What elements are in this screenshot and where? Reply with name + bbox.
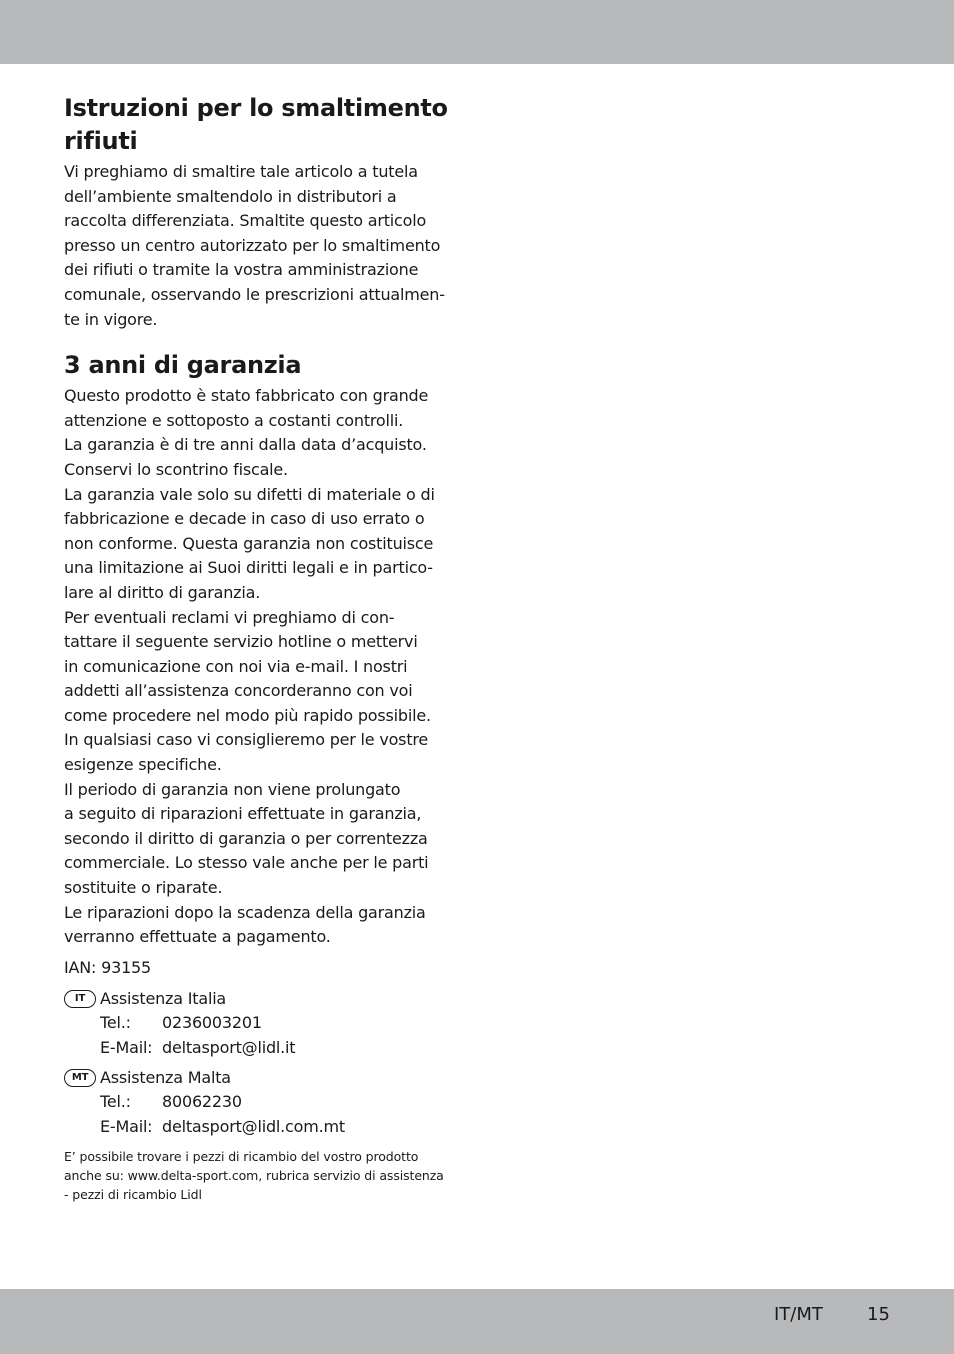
disposal-heading: Istruzioni per lo smaltimento rifiuti <box>64 94 448 155</box>
spare-parts-note: E’ possibile trovare i pezzi di ricambio del vostro prodotto anche su: www.delta-sport.com, rubrica servizio di assistenza - pezzi di ricambio Lidl <box>64 1149 444 1203</box>
page-number: 15 <box>867 1304 890 1325</box>
warranty-paragraph: La garanzia è di tre anni dalla data d’acquisto. Conservi lo scontrino fiscale. <box>64 435 427 479</box>
warranty-paragraph: Questo prodotto è stato fabbricato con grande attenzione e sottoposto a costanti controlli. <box>64 386 429 430</box>
tel-number: 80062230 <box>162 1092 242 1112</box>
email-address: deltasport@lidl.com.mt <box>162 1116 345 1136</box>
contact-name: Assistenza Italia <box>100 988 227 1008</box>
warranty-paragraph: Le riparazioni dopo la scadenza della garanzia verranno effettuate a pagamento. <box>64 902 426 947</box>
contact-name: Assistenza Malta <box>100 1067 231 1087</box>
contact-italy <box>64 987 448 1061</box>
email-address: deltasport@lidl.it <box>162 1038 296 1057</box>
tel-label: Tel.: <box>100 1013 131 1033</box>
tel-label: Tel.: <box>100 1092 131 1112</box>
country-badge-mt: MT <box>64 1069 96 1087</box>
ian-number: IAN: 93155 <box>64 957 152 977</box>
warranty-paragraph: La garanzia vale solo su difetti di materiale o di fabbricazione e decade in caso di uso errato o non conforme. Questa garanzia non costituisce una limitazione ai Suoi diritti legali e in partico- lare al diritto di garanzia. <box>64 484 435 602</box>
footer-language: IT/MT <box>774 1304 823 1325</box>
header-band <box>0 0 954 64</box>
disposal-text <box>64 160 448 332</box>
email-label: E-Mail: <box>100 1038 153 1057</box>
email-label: E-Mail: <box>100 1116 153 1136</box>
tel-number: 0236003201 <box>162 1013 262 1033</box>
contact-malta <box>64 1066 448 1140</box>
warranty-paragraph: Il periodo di garanzia non viene prolungato a seguito di riparazioni effettuate in garanzia, secondo il diritto di garanzia o per correntezza commerciale. Lo stesso vale anche per le parti sostituite o riparate. <box>64 779 429 898</box>
disposal-paragraph: Vi preghiamo di smaltire tale articolo a tutela dell’ambiente smaltendolo in distributori a raccolta differenziata. Smaltite questo articolo presso un centro autorizzato per lo smaltimento dei rifiuti o tramite la vostra amministrazione comunale, osservando le prescrizioni attualmen- te in vigore. <box>64 162 445 329</box>
warranty-heading: 3 anni di garanzia <box>64 351 302 380</box>
country-badge-it: IT <box>64 990 96 1008</box>
warranty-paragraph: Per eventuali reclami vi preghiamo di con- tattare il seguente servizio hotline o mettervi in comunicazione con noi via e-mail. I nostri addetti all’assistenza concorderanno con voi come procedere nel modo più rapido possibile. In qualsiasi caso vi consiglieremo per le vostre esigenze specifiche. <box>64 607 431 775</box>
warranty-text <box>64 384 448 950</box>
main-column <box>64 92 448 1204</box>
